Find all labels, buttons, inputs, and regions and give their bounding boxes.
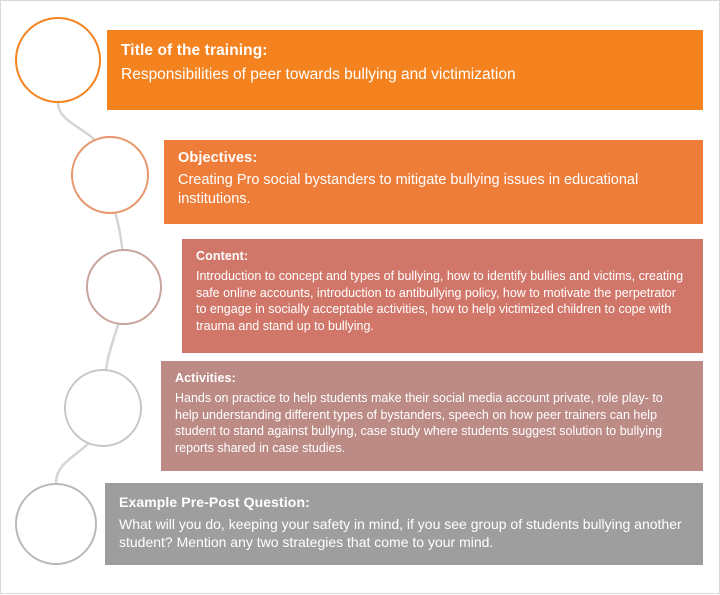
step-circle-4 (64, 369, 142, 447)
step-circle-1 (15, 17, 101, 103)
row-content (182, 239, 703, 353)
step-circle-5 (15, 483, 97, 565)
row-body-text: Introduction to concept and types of bullying, how to identify bullies and victims, creating safe online accounts, introduction to antibullying policy, how to motivate the perpetrator to engage in socially acceptable activities, how to help victimized children to cope with trauma and stand up to bullying. (196, 269, 684, 333)
row-body-text: What will you do, keeping your safety in mind, if you see group of students bullying another student? Mention any two strategies that come to your mind. (119, 516, 682, 551)
row-title-label: Example Pre-Post Question: (119, 494, 310, 510)
row-body-text: Creating Pro social bystanders to mitigate bullying issues in educational institutions. (178, 172, 639, 208)
row-example-pre-post-question (105, 483, 703, 565)
row-title-label: Title of the training: (121, 42, 268, 59)
row-objectives (164, 140, 703, 224)
row-activities (161, 361, 703, 471)
row-title-label: Objectives: (178, 150, 258, 166)
row-body-text: Responsibilities of peer towards bullying and victimization (121, 66, 516, 83)
row-title-label: Content: (196, 249, 249, 263)
step-circle-2 (71, 136, 149, 214)
row-title-of-the-training (107, 30, 703, 110)
step-circle-3 (86, 249, 162, 325)
row-body-text: Hands on practice to help students make their social media account private, role play- to help understanding different types of bystanders, speech on how peer trainers can help student to stand against bullying, case study where students suggest solution to bullying reports shared in case studies. (175, 391, 663, 455)
row-title-label: Activities: (175, 371, 236, 385)
